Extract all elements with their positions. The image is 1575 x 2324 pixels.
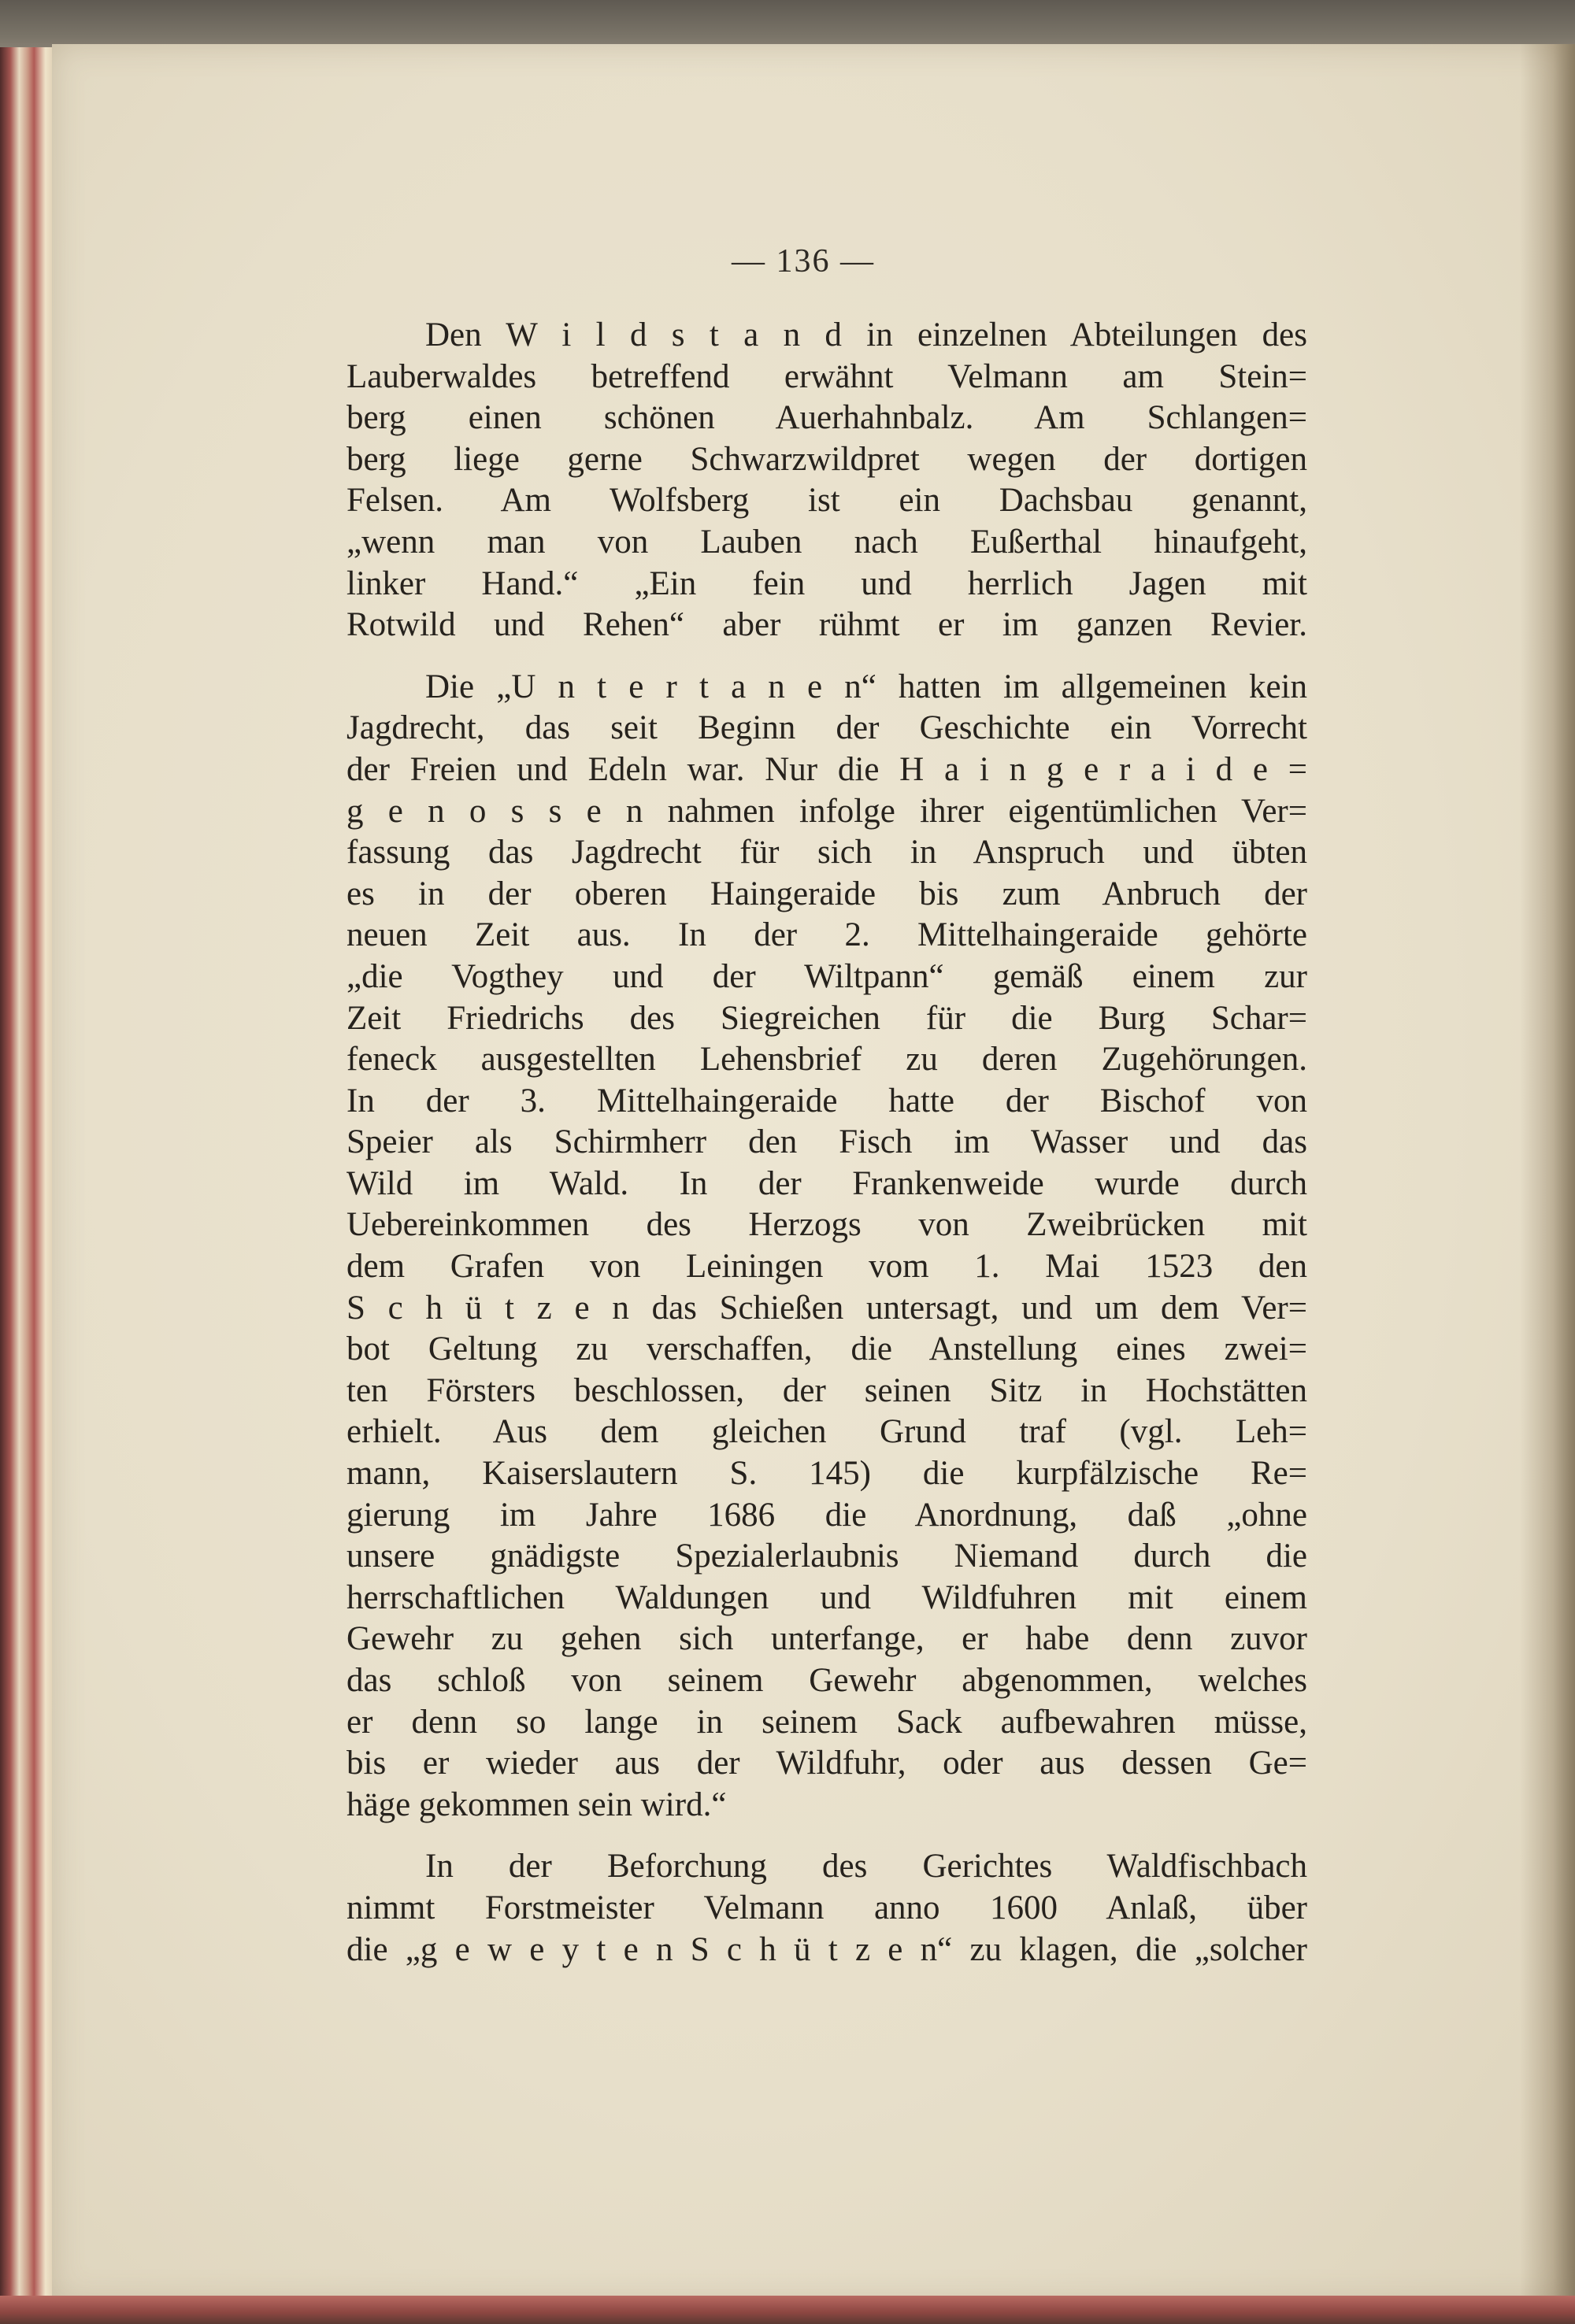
text-line: ten Försters beschlossen, der seinen Sitz in Hochstätten: [346, 1371, 1307, 1409]
text-line: bot Geltung zu verschaffen, die Anstellung eines zwei=: [346, 1330, 1307, 1368]
text-line: die „g e w e y t e n S c h ü t z e n“ zu klagen, die „solcher: [346, 1930, 1307, 1968]
text-line: Uebereinkommen des Herzogs von Zweibrücken mit: [346, 1206, 1307, 1244]
body-text: [346, 315, 1307, 1971]
text-line: fassung das Jagdrecht für sich in Anspruch und übten: [346, 834, 1307, 872]
text-line: linker Hand.“ „Ein fein und herrlich Jagen mit: [346, 564, 1307, 602]
text-line: Lauberwaldes betreffend erwähnt Velmann am Stein=: [346, 357, 1307, 395]
text-line: Speier als Schirmherr den Fisch im Wasser und das: [346, 1123, 1307, 1161]
text-line: Jagdrecht, das seit Beginn der Geschichte ein Vorrecht: [346, 709, 1307, 747]
text-line: Gewehr zu gehen sich unterfange, er habe denn zuvor: [346, 1620, 1307, 1658]
text-line: In der Beforchung des Gerichtes Waldfischbach: [425, 1848, 1307, 1885]
text-line: unsere gnädigste Spezialerlaubnis Niemand durch die: [346, 1538, 1307, 1575]
text-line: g e n o s s e n nahmen infolge ihrer eigentümlichen Ver=: [346, 792, 1307, 830]
text-line: S c h ü t z e n das Schießen untersagt, und um dem Ver=: [346, 1289, 1307, 1327]
page-edges-bottom: [0, 2296, 1575, 2324]
text-line: dem Grafen von Leiningen vom 1. Mai 1523 den: [346, 1248, 1307, 1286]
text-line: er denn so lange in seinem Sack aufbewahren müsse,: [346, 1703, 1307, 1741]
text-line: neuen Zeit aus. In der 2. Mittelhaingeraide gehörte: [346, 916, 1307, 954]
text-line: gierung im Jahre 1686 die Anordnung, daß „ohne: [346, 1496, 1307, 1534]
text-line: das schloß von seinem Gewehr abgenommen, welches: [346, 1662, 1307, 1699]
text-line: erhielt. Aus dem gleichen Grund traf (vgl. Leh=: [346, 1413, 1307, 1451]
text-line: Wild im Wald. In der Frankenweide wurde durch: [346, 1164, 1307, 1202]
paragraph-2: [346, 667, 1307, 1826]
text-line: Den W i l d s t a n d in einzelnen Abteilungen des: [425, 316, 1307, 353]
text-line: häge gekommen sein wird.“: [346, 1786, 727, 1823]
text-line: berg einen schönen Auerhahnbalz. Am Schlangen=: [346, 399, 1307, 437]
text-line: bis er wieder aus der Wildfuhr, oder aus dessen Ge=: [346, 1745, 1307, 1782]
page-edges-left: [0, 47, 57, 2322]
text-line: nimmt Forstmeister Velmann anno 1600 Anlaß, über: [346, 1889, 1307, 1926]
text-line: mann, Kaiserslautern S. 145) die kurpfälzische Re=: [346, 1455, 1307, 1493]
paragraph-3: [346, 1846, 1307, 1971]
page-number: — 136 —: [732, 243, 875, 279]
text-line: feneck ausgestellten Lehensbrief zu deren Zugehörungen.: [346, 1041, 1307, 1079]
text-line: herrschaftlichen Waldungen und Wildfuhren mit einem: [346, 1578, 1307, 1616]
text-line: Die „U n t e r t a n e n“ hatten im allgemeinen kein: [425, 668, 1307, 705]
text-line: Rotwild und Rehen“ aber rühmt er im ganzen Revier.: [346, 606, 1307, 644]
text-line: Zeit Friedrichs des Siegreichen für die Burg Schar=: [346, 999, 1307, 1037]
text-line: der Freien und Edeln war. Nur die H a i n g e r a i d e =: [346, 750, 1307, 788]
text-line: „die Vogthey und der Wiltpann“ gemäß einem zur: [346, 957, 1307, 995]
text-line: „wenn man von Lauben nach Eußerthal hinaufgeht,: [346, 523, 1307, 561]
text-line: Felsen. Am Wolfsberg ist ein Dachsbau genannt,: [346, 482, 1307, 520]
text-line: In der 3. Mittelhaingeraide hatte der Bischof von: [346, 1082, 1307, 1119]
text-line: es in der oberen Haingeraide bis zum Anbruch der: [346, 875, 1307, 912]
binding-gutter: [1520, 44, 1575, 2302]
paragraph-1: [346, 315, 1307, 646]
text-line: berg liege gerne Schwarzwildpret wegen der dortigen: [346, 440, 1307, 478]
